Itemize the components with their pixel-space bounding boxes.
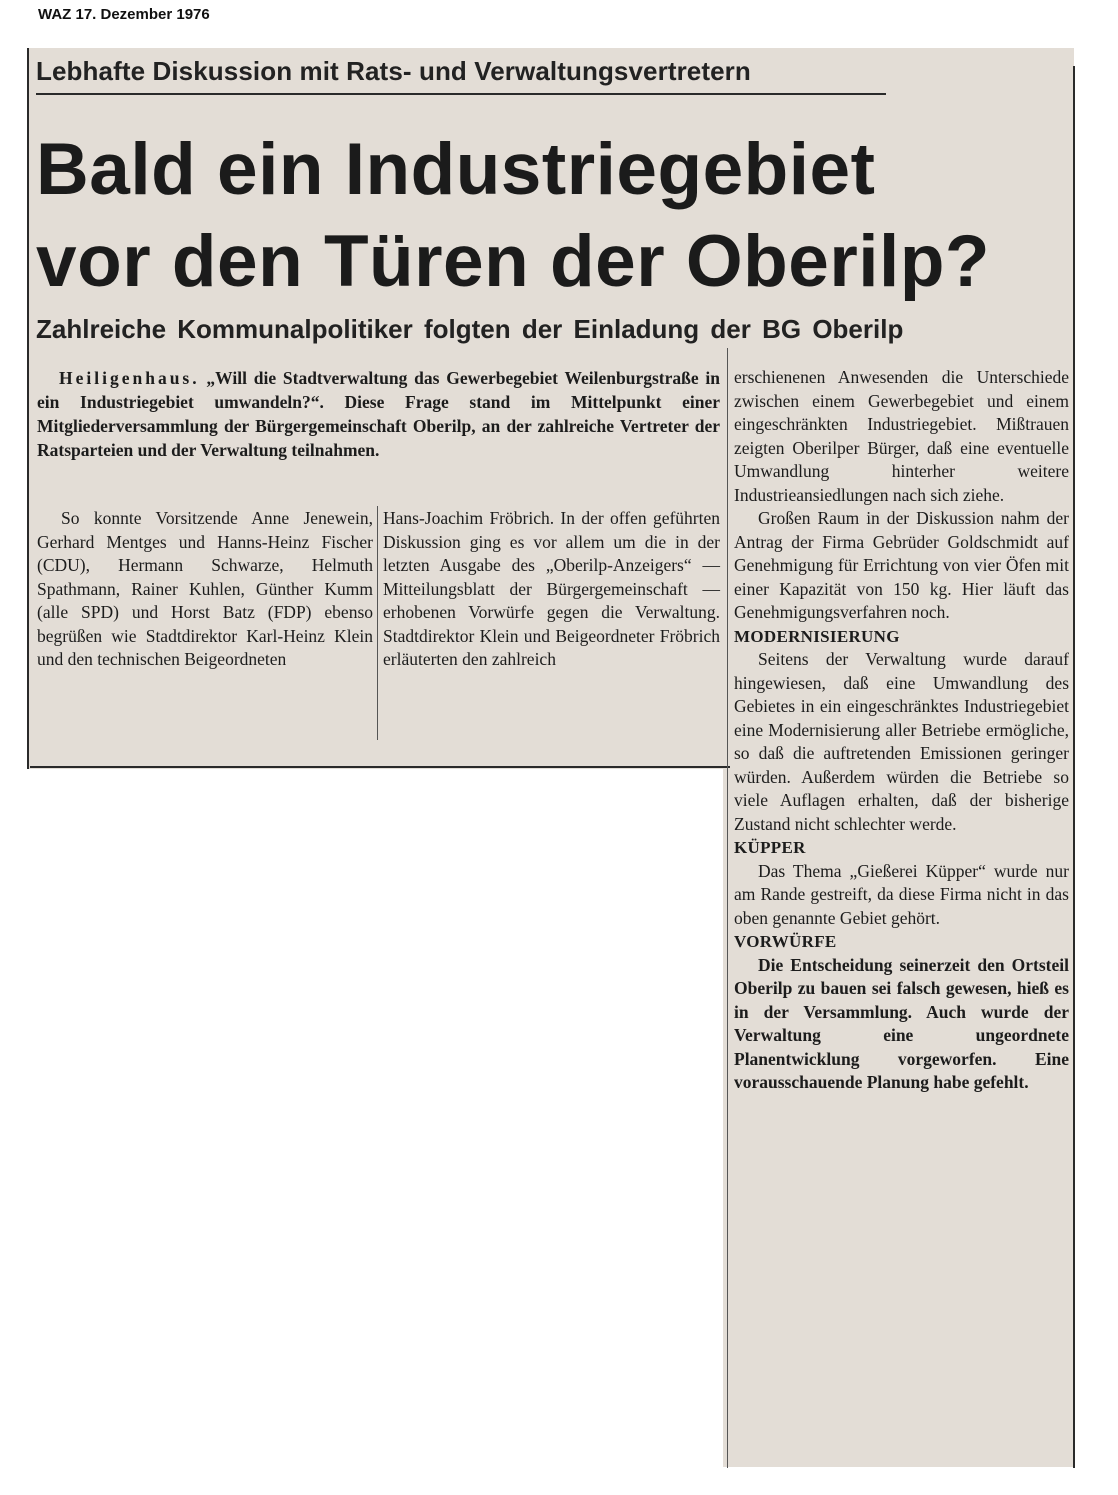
article-column-1: [37, 507, 373, 672]
headline-line-2: vor den Türen der Oberilp?: [36, 221, 991, 302]
section-heading: VORWÜRFE: [734, 932, 837, 951]
headline-line-1: Bald ein Industriegebiet: [36, 129, 876, 210]
body-paragraph: Hans-Joachim Fröbrich. In der offen geführten Diskussion ging es vor allem um die in der letzten Ausgabe des „Oberilp-Anzeigers“ — Mitteilungsblatt der Bürgergemeinschaft — erhobenen Vorwürfe gegen die Verwaltung. Stadtdirektor Klein und Beigeordneter Fröbrich erläuterten den zahlreich: [383, 508, 720, 669]
border-rule-bottom: [30, 766, 730, 768]
body-paragraph: So konnte Vorsitzende Anne Jenewein, Gerhard Mentges und Hanns-Heinz Fischer (CDU), Hermann Schwarze, Helmuth Spathmann, Rainer Kuhlen, Günther Kumm (alle SPD) und Horst Batz (FDP) ebenso begrüßen wie Stadtdirektor Karl-Heinz Klein und den technischen Beigeordneten: [37, 508, 373, 669]
source-line: WAZ 17. Dezember 1976: [38, 6, 210, 23]
article-column-2: [383, 507, 720, 672]
lead-text: „Will die Stadtverwaltung das Gewerbegebiet Weilenburgstraße in ein Industriegebiet umwandeln?“. Diese Frage stand im Mittelpunkt einer Mitgliederversammlung der Bürgergemeinschaft Oberilp, an der zahlreiche Vertreter der Ratsparteien und der Verwaltung teilnahmen.: [37, 368, 721, 460]
kicker: Lebhafte Diskussion mit Rats- und Verwaltungsvertretern: [36, 56, 751, 86]
body-paragraph: Seitens der Verwaltung wurde darauf hingewiesen, daß eine Umwandlung des Gebietes in ein eingeschränktes Industriegebiet eine Modernisierung aller Betriebe ermögliche, so daß die auftretenden Emissionen geringer würden. Außerdem würden die Betriebe so viele Auflagen erhalten, daß der bisherige Zustand nicht schlechter werde.: [734, 649, 1069, 834]
lead-dateline: Heiligenhaus.: [59, 368, 200, 388]
section-heading: KÜPPER: [734, 838, 806, 857]
lead-paragraph: [37, 366, 720, 462]
body-paragraph: Großen Raum in der Diskussion nahm der Antrag der Firma Gebrüder Goldschmidt auf Genehmigung für Errichtung von vier Öfen mit einer Kapazität von 150 kg. Hier läuft das Genehmigungsverfahren noch.: [734, 508, 1069, 622]
body-paragraph: Die Entscheidung seinerzeit den Ortsteil Oberilp zu bauen sei falsch gewesen, hieß es in der Versammlung. Auch wurde der Verwaltung eine ungeordnete Planentwicklung vorgeworfen. Eine vorausschauende Planung habe gefehlt.: [734, 954, 1069, 1092]
column-divider: [377, 506, 378, 740]
kicker-underline: [36, 93, 886, 95]
body-paragraph: erschienenen Anwesenden die Unterschiede zwischen einem Gewerbegebiet und einem eingeschränkten Industriegebiet. Mißtrauen zeigten Oberilper Bürger, daß eine eventuelle Umwandlung hinterher weitere Industrieansiedlungen nach sich ziehe.: [734, 367, 1069, 505]
border-rule-left: [27, 48, 29, 769]
article-column-3: [734, 366, 1069, 1095]
subheadline: Zahlreiche Kommunalpolitiker folgten der Einladung der BG Oberilp: [36, 314, 904, 344]
section-heading: MODERNISIERUNG: [734, 626, 900, 646]
column-divider: [727, 348, 728, 1468]
body-paragraph: Das Thema „Gießerei Küpper“ wurde nur am Rande gestreift, da diese Firma nicht in das oben genannte Gebiet gehört.: [734, 860, 1069, 928]
headline: [36, 124, 1076, 308]
